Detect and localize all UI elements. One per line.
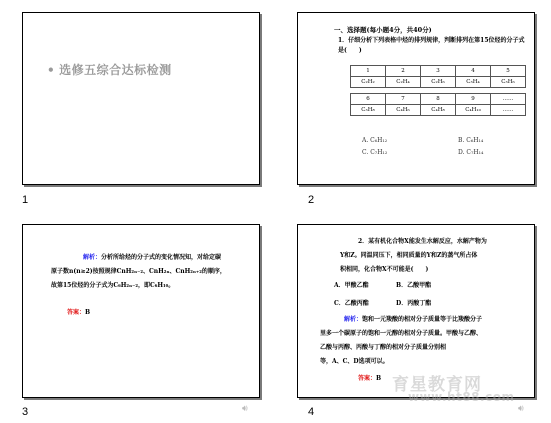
option-b: B．乙酸甲酯 [396,282,432,289]
slide-number: 3 [22,406,29,418]
question-text [318,235,528,277]
option-a: A．甲酸乙酯 [334,282,369,289]
sound-icon[interactable]: 🔊︎ [242,404,248,414]
answer-value: B [376,375,382,382]
table-cell: C₂H₂ [351,77,386,88]
analysis-text [320,313,530,369]
option-b: B. C₆H₁₄ [458,137,484,144]
slide-number: 4 [308,406,315,418]
table-cell: C₄H₈ [421,105,456,116]
hydrocarbon-table-top [350,65,526,88]
option-c: C．乙酸丙酯 [334,300,369,307]
table-cell: …… [491,105,526,116]
section-heading: 一、选择题(每小题4分，共40分) [334,26,432,34]
table-cell: C₄H₆ [386,105,421,116]
table-cell: 7 [386,94,421,105]
answer-line [358,373,381,382]
table-cell: C₃H₈ [351,105,386,116]
analysis-label: 解析： [83,254,102,261]
option-d: D. C₇H₁₄ [458,149,484,156]
answer-label: 答案： [358,375,377,382]
analysis-line: 故第15位烃的分子式为C₆H₂ₙ₋₂，即C₆H₁₀。 [51,282,175,289]
question-line: 2．某有机化合物X能发生水解反应，水解产物为 [358,238,487,245]
analysis-line: 解析：饱和一元羧酸的相对分子质量等于比羧酸分子 [344,316,483,323]
answer-value: B [85,309,91,316]
analysis-text [51,251,251,293]
table-cell: 9 [456,94,491,105]
question-text: 1．仔细分析下列表格中烃的排列规律，判断排列在第15位烃的分子式是( ) [338,37,525,54]
watermark-brand: 育星教育网 [392,375,482,395]
table-cell: 1 [351,66,386,77]
analysis-line: 里多一个碳原子的饱和一元醇的相对分子质量。甲酸与乙醇、 [320,330,483,337]
slide-title: • 选修五综合达标检测 [47,63,172,77]
table-cell: C₂H₆ [421,77,456,88]
table-cell: 6 [351,94,386,105]
bullet-icon: • [47,63,56,77]
slide-number: 2 [308,194,315,206]
table-cell: 3 [421,66,456,77]
slide-1-thumbnail[interactable] [22,12,260,185]
question-line: 积相同，化合物X不可能是( ) [340,266,429,273]
watermark-url: www.ht88.com [408,390,515,404]
table-cell: C₂H₄ [386,77,421,88]
hydrocarbon-table-bottom [350,93,526,116]
analysis-line: 解析：分析所给烃的分子式的变化情况知，对给定碳 [83,254,222,261]
answer-label: 答案： [67,309,86,316]
table-cell: C₄H₁₀ [456,105,491,116]
table-cell: …… [491,94,526,105]
analysis-line: 乙酸与丙醇、丙酸与丁醇的相对分子质量分别相 [320,344,447,351]
table-cell: 2 [386,66,421,77]
sound-icon[interactable]: 🔊︎ [518,404,524,414]
analysis-label: 解析： [344,316,363,323]
table-cell: C₃H₄ [456,77,491,88]
question-line: Y和Z。同温同压下，相同质量的Y和Z的蒸气所占体 [340,252,478,259]
table-cell: 5 [491,66,526,77]
answer-line [67,307,90,316]
option-c: C. C₇H₁₂ [362,149,388,156]
option-a: A. C₆H₁₂ [362,137,388,144]
slide-3-thumbnail[interactable] [22,224,260,398]
table-cell: 8 [421,94,456,105]
table-cell: C₃H₆ [491,77,526,88]
analysis-line: 原子数n(n≥2)按照规律CnH₂ₙ₋₂、CnH₂ₙ、CnH₂ₙ₊₂的顺序， [51,268,226,275]
slide-number: 1 [22,194,29,206]
table-cell: 4 [456,66,491,77]
analysis-line: 等，A、C、D选项可以。 [320,358,389,365]
option-d: D．丙酸丁酯 [396,300,432,307]
slide-2-thumbnail[interactable] [297,12,535,185]
